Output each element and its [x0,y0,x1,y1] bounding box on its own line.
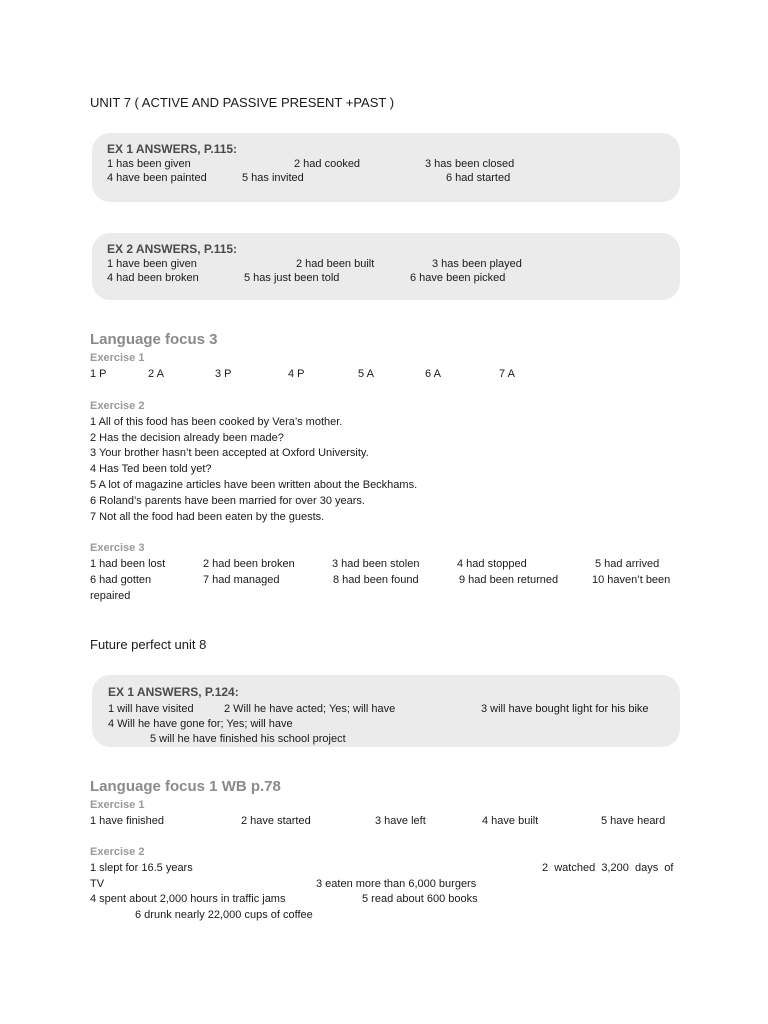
ex1-answers-box-unit7 [92,133,680,202]
ex1-answers-box-unit8 [92,675,680,747]
answer: 10 haven’t been [592,574,671,586]
answer: 6 drunk nearly 22,000 cups of coffee [135,909,313,921]
answer-line: 1 All of this food has been cooked by Vera’s mother. [90,416,343,428]
unit-7-title: UNIT 7 ( ACTIVE AND PASSIVE PRESENT +PAST ) [90,95,395,110]
answer: 1 have been given [107,258,197,270]
answer: 6 had started [446,172,511,184]
ex2-answers-box-unit7 [92,233,680,300]
answer: 6 have been picked [410,272,506,284]
answer-continuation: repaired [90,590,131,602]
answer: 4 had stopped [457,558,527,570]
unit-8-title: Future perfect unit 8 [90,637,207,652]
answer-line: 4 Has Ted been told yet? [90,463,212,475]
box-heading: EX 1 ANSWERS, P.115: [107,142,238,156]
answer-line: 7 Not all the food had been eaten by the guests. [90,511,325,523]
answer: 1 will have visited [108,703,194,715]
exercise-label: Exercise 3 [90,542,145,554]
answer: 2 have started [241,815,311,827]
answer: 8 had been found [333,574,419,586]
answer: 6 had gotten [90,574,152,586]
language-focus-1-heading: Language focus 1 WB p.78 [90,778,281,795]
answer: 5 has invited [242,172,304,184]
answer: 5 read about 600 books [362,893,478,905]
answer: 5 A [358,368,374,380]
answer: 1 has been given [107,158,191,170]
answer: 5 has just been told [244,272,340,284]
answer: 3 had been stolen [332,558,420,570]
answer: 5 have heard [601,815,666,827]
answer-line: 5 A lot of magazine articles have been written about the Beckhams. [90,479,418,491]
answer: 3 eaten more than 6,000 burgers [316,878,477,890]
answer: 1 had been lost [90,558,166,570]
answer: 3 has been played [432,258,522,270]
answer: 7 had managed [203,574,280,586]
answer: 3 will have bought light for his bike [481,703,649,715]
exercise-label: Exercise 2 [90,846,145,858]
answer: 2 had cooked [294,158,361,170]
answer: 4 have built [482,815,539,827]
answer: 2 had been built [296,258,375,270]
answer-line: 2 Has the decision already been made? [90,432,284,444]
answer: 5 will he have finished his school project [150,733,346,745]
answer: 4 had been broken [107,272,199,284]
answer: 3 has been closed [425,158,515,170]
exercise-label: Exercise 2 [90,400,145,412]
language-focus-3-heading: Language focus 3 [90,331,218,348]
answer: 9 had been returned [459,574,559,586]
exercise-label: Exercise 1 [90,799,145,811]
answer: 2 Will he have acted; Yes; will have [224,703,396,715]
exercise-label: Exercise 1 [90,352,145,364]
box-heading: EX 2 ANSWERS, P.115: [107,242,238,256]
answer: 5 had arrived [595,558,660,570]
answer-line: 6 Roland’s parents have been married for over 30 years. [90,495,365,507]
answer: 1 P [90,368,107,380]
answer: 6 A [425,368,441,380]
answer-line: 3 Your brother hasn’t been accepted at Oxford University. [90,447,369,459]
answer: 1 have finished [90,815,164,827]
answer: 4 have been painted [107,172,207,184]
answer: 3 have left [375,815,426,827]
answer: 4 Will he have gone for; Yes; will have [108,718,293,730]
box-heading: EX 1 ANSWERS, P.124: [108,685,239,699]
answer: 2 A [148,368,164,380]
answer: 4 spent about 2,000 hours in traffic jams [90,893,286,905]
answer: 3 P [215,368,232,380]
answer: 7 A [499,368,515,380]
answer: 2 had been broken [203,558,295,570]
answer: 1 slept for 16.5 years [90,862,193,874]
answer: 4 P [288,368,305,380]
answer-continuation: TV [90,878,105,890]
answer: 2 watched 3,200 days of [542,862,674,874]
